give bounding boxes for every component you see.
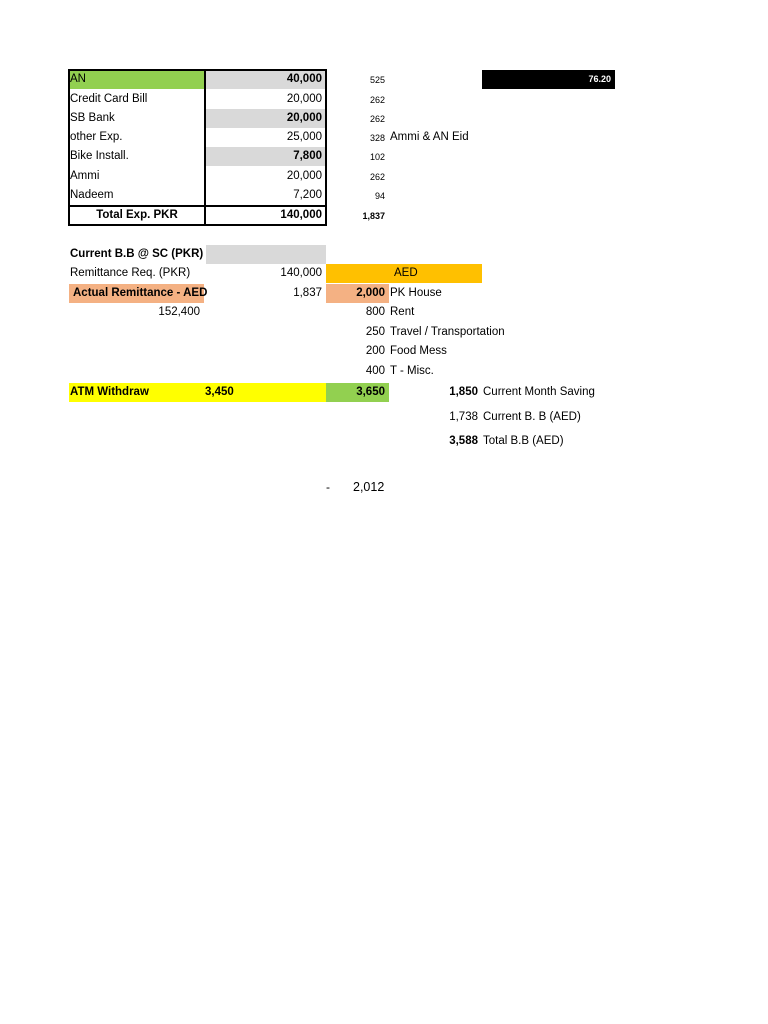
expense-table-divider (204, 69, 206, 226)
atm-total: 3,650 (326, 383, 389, 402)
expense-note-other: Ammi & AN Eid (390, 131, 469, 143)
aed-item-travel-value: 250 (365, 326, 385, 338)
expense-pkr-bike: 7,800 (293, 150, 322, 162)
aed-item-food-label: Food Mess (390, 345, 447, 357)
expense-label-an: AN (70, 73, 86, 85)
expense-pkr-an: 40,000 (286, 73, 322, 85)
expense-aed-nadeem: 94 (374, 191, 385, 201)
current-bb-value (206, 245, 326, 264)
expense-aed-ammi: 262 (369, 172, 385, 182)
atm-label: ATM Withdraw (70, 386, 149, 398)
expense-label-sb-bank: SB Bank (70, 112, 115, 124)
expense-label-bike: Bike Install. (70, 150, 129, 162)
expense-table-border (68, 69, 327, 226)
summary-saving-label: Current Month Saving (483, 386, 595, 398)
aed-item-food-value: 200 (365, 345, 385, 357)
expense-label-other: other Exp. (70, 131, 123, 143)
current-bb-label: Current B.B @ SC (PKR) (70, 248, 204, 260)
actual-remittance-value: 1,837 (293, 287, 322, 299)
total-aed: 1,837 (362, 211, 385, 221)
aed-item-misc-label: T - Misc. (390, 365, 434, 377)
expense-pkr-other: 25,000 (286, 131, 322, 143)
remittance-req-label: Remittance Req. (PKR) (70, 267, 191, 279)
aed-item-misc-value: 400 (365, 365, 385, 377)
summary-current-bb-label: Current B. B (AED) (483, 411, 581, 423)
expense-pkr-credit-card: 20,000 (286, 93, 322, 105)
remittance-req-value: 140,000 (280, 267, 322, 279)
expense-aed-other: 328 (369, 133, 385, 143)
aed-item-travel-label: Travel / Transportation (390, 326, 505, 338)
expense-pkr-nadeem: 7,200 (293, 189, 322, 201)
expense-label-nadeem: Nadeem (70, 189, 114, 201)
total-label: Total Exp. PKR (96, 209, 178, 221)
amount-152400: 152,400 (158, 306, 200, 318)
summary-current-bb-value: 1,738 (449, 411, 478, 423)
expense-pkr-sb-bank: 20,000 (286, 112, 322, 124)
expense-aed-an: 525 (369, 75, 385, 85)
exchange-rate: 76.20 (482, 70, 615, 89)
total-row-divider (68, 205, 327, 207)
actual-remittance-note: PK House (390, 287, 442, 299)
footer-dash: - (326, 480, 330, 494)
footer-value: 2,012 (353, 480, 385, 494)
summary-total-bb-value: 3,588 (449, 435, 478, 447)
expense-aed-bike: 102 (369, 152, 385, 162)
atm-value: 3,450 (205, 386, 234, 398)
aed-header: AED (394, 267, 418, 279)
aed-item-rent-value: 800 (365, 306, 385, 318)
expense-pkr-ammi: 20,000 (286, 170, 322, 182)
expense-label-ammi: Ammi (70, 170, 100, 182)
aed-item-rent-label: Rent (390, 306, 415, 318)
summary-total-bb-label: Total B.B (AED) (483, 435, 564, 447)
expense-aed-credit-card: 262 (369, 95, 385, 105)
expense-aed-sb-bank: 262 (369, 114, 385, 124)
summary-saving-value: 1,850 (449, 386, 478, 398)
actual-remittance-label: Actual Remittance - AED (69, 284, 204, 303)
expense-label-credit-card: Credit Card Bill (70, 93, 148, 105)
total-pkr: 140,000 (280, 209, 322, 221)
actual-remittance-aed: 2,000 (326, 284, 389, 303)
